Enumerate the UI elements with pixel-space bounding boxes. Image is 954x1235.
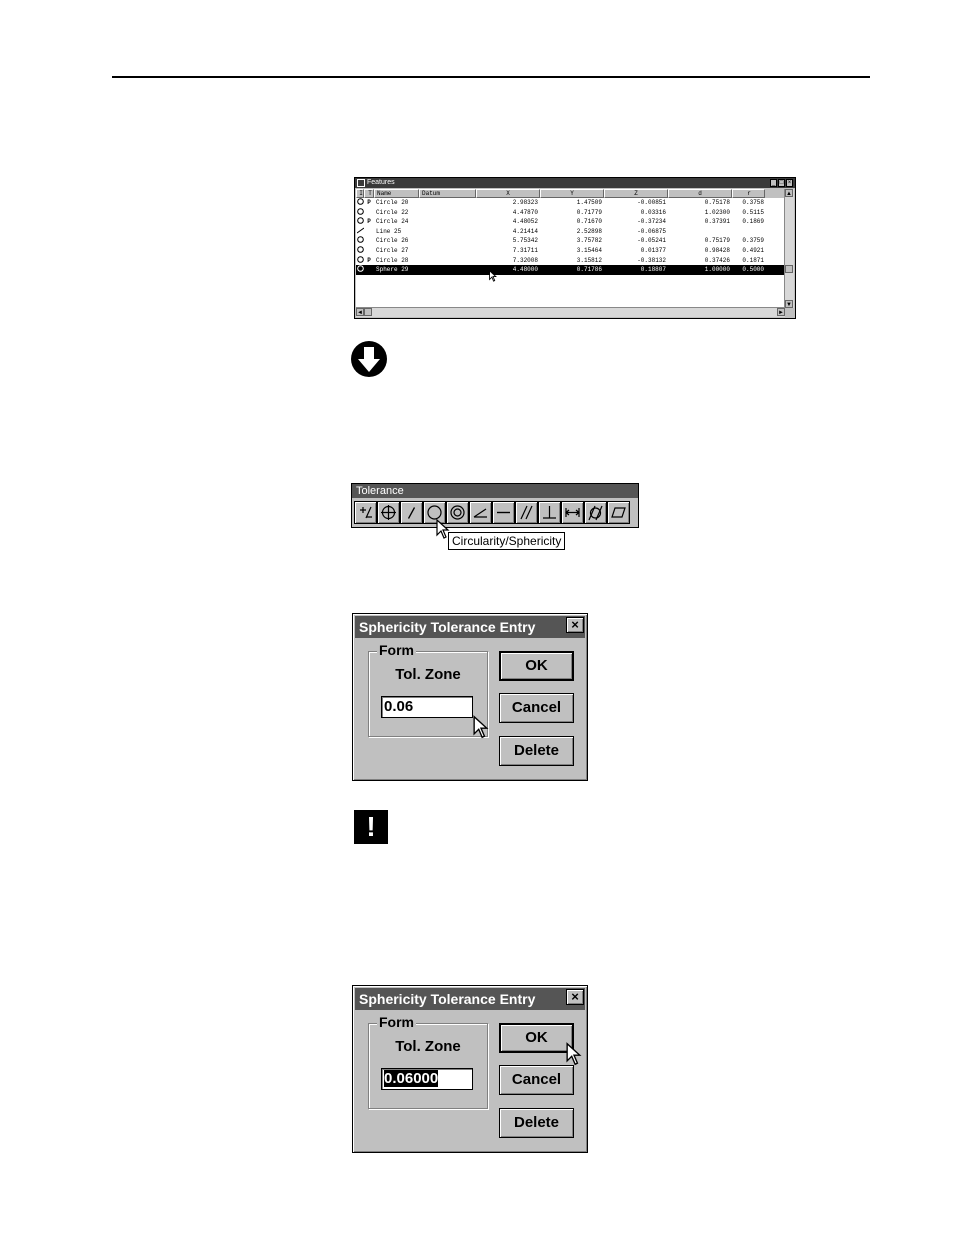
col-header-i[interactable]: I: [356, 189, 364, 198]
sphericity-dialog-initial: [352, 613, 588, 781]
feature-name: Sphere 29: [376, 266, 409, 274]
dialog-title: Sphericity Tolerance Entry: [355, 616, 585, 638]
table-row[interactable]: [356, 246, 785, 256]
feature-d: 1.00000: [704, 266, 730, 274]
feature-flag: P: [367, 199, 371, 206]
feature-r: 0.3758: [742, 199, 764, 206]
feature-y: 0.71786: [576, 266, 602, 274]
profile-tolerance-icon[interactable]: [400, 501, 423, 524]
feature-z: -0.06875: [637, 227, 666, 235]
feature-x: 2.98323: [512, 199, 538, 206]
col-header-datum[interactable]: Datum: [419, 189, 476, 198]
feature-y: 3.75782: [576, 237, 602, 245]
feature-y: 3.15812: [576, 256, 602, 264]
scroll-thumb[interactable]: [785, 265, 793, 273]
form-group: [368, 642, 488, 737]
delete-button[interactable]: Delete: [499, 1108, 574, 1138]
feature-name: Circle 27: [376, 246, 409, 254]
feature-datum: [419, 198, 476, 208]
table-row[interactable]: [356, 265, 785, 275]
feature-x: 4.47870: [512, 208, 538, 216]
feature-name: Circle 28: [376, 256, 409, 264]
feature-z: 0.03316: [640, 208, 666, 216]
scroll-up-arrow-icon[interactable]: ▲: [786, 191, 792, 197]
tol-zone-value-selected: 0.06000: [384, 1070, 439, 1087]
features-list[interactable]: [356, 198, 785, 308]
window-icon: [357, 179, 365, 187]
table-row[interactable]: [356, 227, 785, 237]
col-header-name[interactable]: Name: [374, 189, 419, 198]
close-button[interactable]: ×: [787, 180, 792, 186]
feature-datum: [419, 208, 476, 218]
dialog-title: Sphericity Tolerance Entry: [355, 988, 585, 1010]
tol-zone-label: Tol. Zone: [395, 666, 461, 683]
cylindricity-tolerance-icon[interactable]: [584, 501, 607, 524]
feature-datum: [419, 227, 476, 237]
feature-datum: [419, 256, 476, 266]
circle-feature-icon: [356, 256, 364, 266]
feature-flag: [364, 227, 374, 237]
col-header-t[interactable]: T: [364, 189, 374, 198]
mouse-cursor-icon: [489, 270, 497, 282]
horizontal-scrollbar[interactable]: [356, 307, 785, 317]
maximize-button[interactable]: □: [779, 180, 784, 186]
parallelism-tolerance-icon[interactable]: [515, 501, 538, 524]
feature-z: 0.01377: [640, 246, 666, 254]
close-icon[interactable]: ×: [566, 617, 584, 633]
col-header-y[interactable]: Y: [540, 189, 604, 198]
feature-name: Circle 20: [376, 199, 409, 206]
form-group-label: Form: [379, 1014, 414, 1030]
feature-d: 0.37391: [704, 218, 730, 226]
circle-feature-icon: [356, 208, 364, 218]
feature-flag: [364, 246, 374, 256]
col-header-x[interactable]: X: [476, 189, 540, 198]
table-row[interactable]: [356, 198, 785, 208]
circle-feature-icon: [356, 217, 364, 227]
circle-feature-icon: [356, 246, 364, 256]
feature-flag: P: [367, 218, 371, 226]
features-titlebar[interactable]: [355, 178, 795, 188]
scroll-right-arrow-icon[interactable]: ►: [778, 310, 784, 316]
feature-x: 4.48052: [512, 218, 538, 226]
feature-r: 0.3759: [742, 237, 764, 245]
feature-datum: [419, 217, 476, 227]
feature-z: 0.18807: [640, 266, 666, 274]
feature-name: Circle 22: [376, 208, 409, 216]
delete-button[interactable]: Delete: [499, 736, 574, 766]
feature-r: 0.1871: [742, 256, 764, 264]
feature-flag: [364, 236, 374, 246]
feature-z: -0.38132: [637, 256, 666, 264]
table-row[interactable]: [356, 236, 785, 246]
feature-r: 0.4921: [742, 246, 764, 254]
feature-y: 1.47509: [576, 199, 602, 206]
cancel-button[interactable]: Cancel: [499, 693, 574, 723]
ok-button[interactable]: OK: [499, 651, 574, 681]
table-row[interactable]: [356, 208, 785, 218]
feature-r: [732, 227, 765, 237]
col-header-z[interactable]: Z: [604, 189, 668, 198]
tol-zone-input[interactable]: 0.06: [381, 696, 473, 718]
tol-zone-label: Tol. Zone: [395, 1038, 461, 1055]
feature-r: 0.5115: [742, 208, 764, 216]
feature-y: 3.15464: [576, 246, 602, 254]
line-feature-icon: [356, 227, 364, 237]
scroll-down-arrow-icon[interactable]: ▼: [786, 302, 792, 308]
tol-zone-input[interactable]: [381, 1068, 473, 1090]
scroll-left-arrow-icon[interactable]: ◄: [357, 310, 363, 316]
straightness-tolerance-icon[interactable]: [492, 501, 515, 524]
sphericity-dialog-formatted: [352, 985, 588, 1153]
perpendicularity-tolerance-icon[interactable]: [538, 501, 561, 524]
feature-x: 7.32008: [512, 256, 538, 264]
feature-r: 0.1869: [742, 218, 764, 226]
feature-y: 0.71779: [576, 208, 602, 216]
feature-d: 0.37426: [704, 256, 730, 264]
feature-datum: [419, 246, 476, 256]
feature-z: -0.00851: [637, 199, 666, 206]
feature-d: 0.75178: [704, 199, 730, 206]
table-row[interactable]: [356, 256, 785, 266]
features-title: Features: [367, 179, 395, 186]
features-header: [356, 189, 785, 198]
feature-x: 4.21414: [512, 227, 538, 235]
tooltip: Circularity/Sphericity: [448, 532, 565, 550]
mouse-cursor-icon: [566, 1042, 582, 1066]
form-group: [368, 1014, 488, 1109]
vertical-scrollbar[interactable]: [784, 189, 794, 308]
feature-d: 0.98428: [704, 246, 730, 254]
form-group-label: Form: [379, 642, 414, 658]
feature-flag: [364, 265, 374, 275]
feature-name: Circle 24: [376, 218, 409, 226]
feature-x: 4.48000: [512, 266, 538, 274]
feature-x: 5.75342: [512, 237, 538, 245]
feature-datum: [419, 236, 476, 246]
circle-feature-icon: [356, 236, 364, 246]
circle-feature-icon: [356, 198, 364, 208]
feature-y: 0.71670: [576, 218, 602, 226]
feature-flag: [364, 208, 374, 218]
col-header-d[interactable]: d: [668, 189, 732, 198]
mouse-cursor-icon: [473, 715, 489, 739]
feature-flag: P: [367, 256, 371, 264]
flatness-tolerance-icon[interactable]: [607, 501, 630, 524]
angularity-tolerance-icon[interactable]: [469, 501, 492, 524]
sphere-feature-icon: [356, 265, 364, 275]
feature-x: 7.31711: [512, 246, 538, 254]
col-header-r[interactable]: r: [732, 189, 765, 198]
close-icon[interactable]: ×: [566, 989, 584, 1005]
feature-z: -0.05241: [637, 237, 666, 245]
scroll-thumb-h[interactable]: [364, 308, 372, 316]
distance-tolerance-icon[interactable]: [561, 501, 584, 524]
feature-name: Line 25: [376, 227, 402, 235]
feature-r: 0.5000: [742, 266, 764, 274]
exclamation-note-icon: !: [354, 810, 388, 844]
plus-minus-tolerance-icon[interactable]: [354, 501, 377, 524]
cancel-button[interactable]: Cancel: [499, 1065, 574, 1095]
feature-d: 0.75179: [704, 237, 730, 245]
feature-name: Circle 26: [376, 237, 409, 245]
tolerance-toolbar: [351, 483, 639, 528]
down-arrow-note-icon: [350, 340, 388, 378]
ok-button[interactable]: OK: [499, 1023, 574, 1053]
features-window[interactable]: [354, 177, 796, 319]
feature-datum: [419, 265, 476, 275]
tolerance-toolbar-title: Tolerance: [352, 484, 638, 498]
position-tolerance-icon[interactable]: [377, 501, 400, 524]
feature-d: 1.02300: [704, 208, 730, 216]
table-row[interactable]: [356, 217, 785, 227]
feature-d: [668, 227, 732, 237]
feature-z: -0.37234: [637, 218, 666, 226]
header-rule: [112, 76, 870, 78]
feature-y: 2.52898: [576, 227, 602, 235]
minimize-button[interactable]: _: [771, 180, 776, 186]
